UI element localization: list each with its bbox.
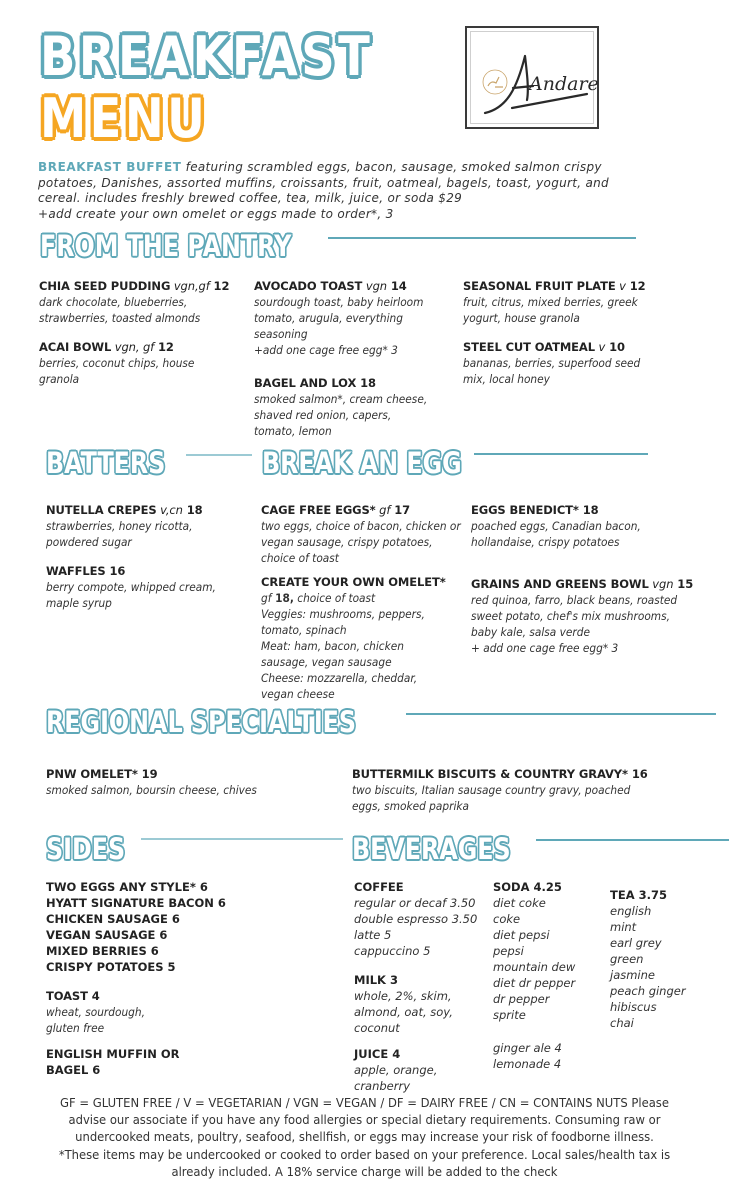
- menu-item-create-your-own-omelet: CREATE YOUR OWN OMELET* gf 18, choice of toast Veggies: mushrooms, peppers, tomato, spinach Meat: ham, bacon, chicken sausage, vegan sausage Cheese: mozzarella, cheddar, vegan cheese: [261, 575, 446, 701]
- side-item: CHICKEN SAUSAGE 6: [46, 912, 180, 926]
- beverage-coffee: COFFEE regular or decaf 3.50 double espresso 3.50 latte 5 cappuccino 5: [354, 880, 478, 958]
- section-divider: [474, 453, 648, 455]
- andare-logo: [465, 26, 599, 129]
- menu-item-steel-cut-oatmeal: STEEL CUT OATMEAL v 10 bananas, berries, superfood seed mix, local honey: [463, 340, 641, 386]
- menu-title-breakfast: BREAKFAST: [40, 25, 374, 88]
- buffet-label: BREAKFAST BUFFET: [38, 160, 182, 174]
- menu-item-buttermilk-biscuits: BUTTERMILK BISCUITS & COUNTRY GRAVY* 16 two biscuits, Italian sausage country gravy, poached eggs, smoked paprika: [352, 767, 648, 813]
- menu-item-grains-and-greens-bowl: GRAINS AND GREENS BOWL vgn 15 red quinoa, farro, black beans, roasted sweet potato, chef's mix mushrooms, baby kale, salsa verde + add one cage free egg* 3: [471, 577, 694, 655]
- section-divider: [141, 838, 343, 840]
- sides-list: [46, 879, 306, 975]
- menu-item-cage-free-eggs: CAGE FREE EGGS* gf 17 two eggs, choice of bacon, chicken or vegan sausage, crispy potatoes, choice of toast: [261, 503, 461, 565]
- section-divider: [406, 713, 716, 715]
- side-item: MIXED BERRIES 6: [46, 944, 159, 958]
- section-heading-batters: BATTERS: [46, 446, 166, 480]
- section-divider: [536, 839, 729, 841]
- section-heading-break-an-egg: BREAK AN EGG: [262, 446, 462, 480]
- side-item: HYATT SIGNATURE BACON 6: [46, 896, 226, 910]
- buffet-description: [38, 160, 658, 222]
- dietary-disclaimer: GF = GLUTEN FREE / V = VEGETARIAN / VGN = VEGAN / DF = DAIRY FREE / CN = CONTAINS NUTS Please advise our associate if you have any food allergies or special dietary requirements. Consuming raw or undercooked meats, poultry, seafood, shellfish, or eggs may increase your risk of foodborne illness. *These items may be undercooked or cooked to order based on your preference. Local sales/health tax is already included. A 18% service charge will be added to the check: [58, 1096, 671, 1179]
- menu-item-toast: TOAST 4 wheat, sourdough, gluten free: [46, 989, 145, 1035]
- menu-item-waffles: WAFFLES 16 berry compote, whipped cream, maple syrup: [46, 564, 216, 610]
- section-heading-beverages: BEVERAGES: [352, 832, 511, 866]
- beverage-soda: SODA 4.25 diet coke coke diet pepsi pepsi mountain dew diet dr pepper dr pepper sprite: [493, 880, 576, 1022]
- section-heading-pantry: FROM THE PANTRY: [40, 229, 292, 263]
- menu-item-bagel-and-lox: BAGEL AND LOX 18 smoked salmon*, cream cheese, shaved red onion, capers, tomato, lemon: [254, 376, 428, 438]
- side-item: TWO EGGS ANY STYLE* 6: [46, 880, 208, 894]
- scooter-emblem-icon: [467, 28, 601, 131]
- menu-title-menu: MENU: [40, 87, 209, 150]
- section-heading-regional-specialties: REGIONAL SPECIALTIES: [46, 705, 357, 739]
- menu-item-eggs-benedict: EGGS BENEDICT* 18 poached eggs, Canadian bacon, hollandaise, crispy potatoes: [471, 503, 641, 549]
- menu-item-nutella-crepes: NUTELLA CREPES v,cn 18 strawberries, honey ricotta, powdered sugar: [46, 503, 203, 549]
- menu-item-chia-seed-pudding: CHIA SEED PUDDING vgn,gf 12 dark chocolate, blueberries, strawberries, toasted almonds: [39, 279, 230, 325]
- side-item: VEGAN SAUSAGE 6: [46, 928, 168, 942]
- buffet-line: potatoes, Danishes, assorted muffins, croissants, fruit, oatmeal, bagels, toast, yogurt, and: [38, 175, 609, 190]
- beverage-soda-extra: ginger ale 4 lemonade 4: [493, 1041, 562, 1071]
- beverage-milk: MILK 3 whole, 2%, skim, almond, oat, soy, coconut: [354, 973, 453, 1035]
- side-item: CRISPY POTATOES 5: [46, 960, 176, 974]
- logo-wordmark: Andare: [529, 73, 599, 95]
- beverage-tea: TEA 3.75 english mint earl grey green jasmine peach ginger hibiscus chai: [610, 888, 686, 1030]
- menu-item-english-muffin: ENGLISH MUFFIN OR BAGEL 6: [46, 1047, 180, 1077]
- buffet-line: cereal. includes freshly brewed coffee, tea, milk, juice, or soda $29: [38, 191, 463, 205]
- menu-item-acai-bowl: ACAI BOWL vgn, gf 12 berries, coconut chips, house granola: [39, 340, 195, 386]
- section-divider: [328, 237, 636, 239]
- buffet-line: featuring scrambled eggs, bacon, sausage, smoked salmon crispy: [181, 160, 602, 174]
- buffet-line: +add create your own omelet or eggs made to order*, 3: [38, 206, 394, 221]
- beverage-juice: JUICE 4 apple, orange, cranberry: [354, 1047, 438, 1093]
- section-heading-sides: SIDES: [46, 832, 126, 866]
- menu-item-seasonal-fruit-plate: SEASONAL FRUIT PLATE v 12 fruit, citrus, mixed berries, greek yogurt, house granola: [463, 279, 646, 325]
- menu-item-pnw-omelet: PNW OMELET* 19 smoked salmon, boursin cheese, chives: [46, 767, 257, 797]
- menu-item-avocado-toast: AVOCADO TOAST vgn 14 sourdough toast, baby heirloom tomato, arugula, everything seasoning +add one cage free egg* 3: [254, 279, 424, 357]
- section-divider: [186, 454, 252, 456]
